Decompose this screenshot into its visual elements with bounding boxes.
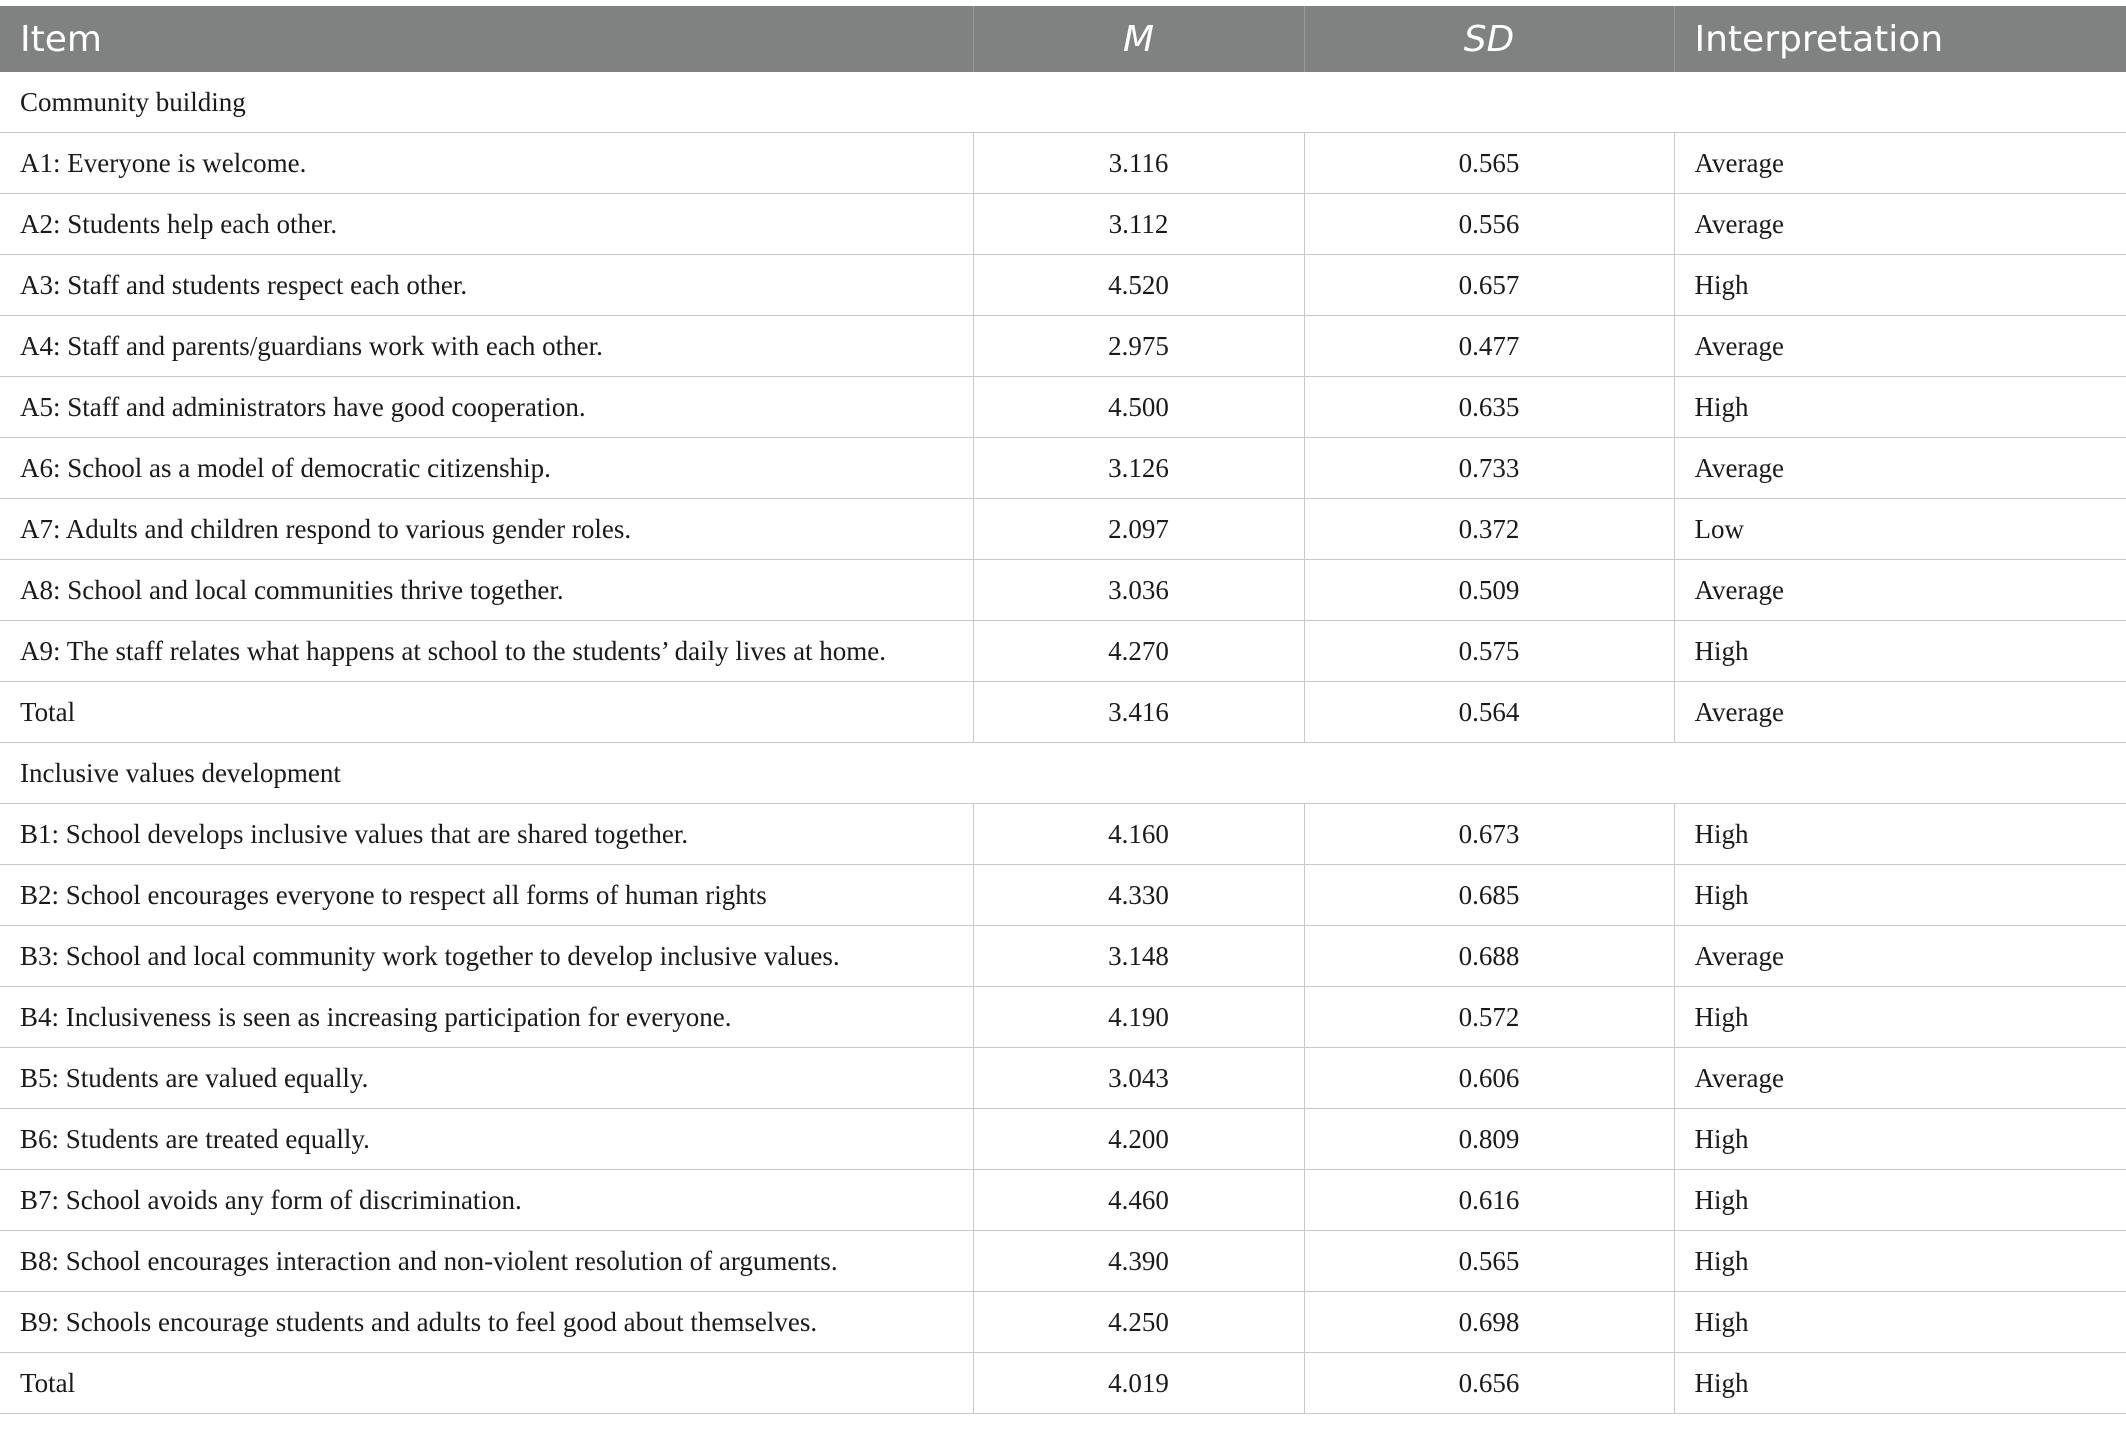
sd-cell: 0.698 — [1304, 1292, 1674, 1353]
header-interpretation: Interpretation — [1674, 6, 2126, 72]
mean-cell: 3.043 — [973, 1048, 1304, 1109]
table-row — [0, 560, 2126, 621]
item-cell: A3: Staff and students respect each other. — [0, 255, 973, 316]
table-row — [0, 1048, 2126, 1109]
item-cell: A4: Staff and parents/guardians work with each other. — [0, 316, 973, 377]
item-cell: A5: Staff and administrators have good cooperation. — [0, 377, 973, 438]
header-mean: M — [973, 6, 1304, 72]
interpretation-cell: High — [1674, 255, 2126, 316]
sd-cell: 0.509 — [1304, 560, 1674, 621]
interpretation-cell: Average — [1674, 682, 2126, 743]
sd-cell: 0.572 — [1304, 987, 1674, 1048]
sd-cell: 0.685 — [1304, 865, 1674, 926]
interpretation-cell: Average — [1674, 560, 2126, 621]
sd-cell: 0.564 — [1304, 682, 1674, 743]
item-cell: B1: School develops inclusive values that are shared together. — [0, 804, 973, 865]
mean-cell: 4.330 — [973, 865, 1304, 926]
item-cell: B8: School encourages interaction and non-violent resolution of arguments. — [0, 1231, 973, 1292]
interpretation-cell: High — [1674, 987, 2126, 1048]
mean-cell: 2.097 — [973, 499, 1304, 560]
sd-cell: 0.565 — [1304, 133, 1674, 194]
mean-cell: 2.975 — [973, 316, 1304, 377]
sd-cell: 0.575 — [1304, 621, 1674, 682]
table-body — [0, 72, 2126, 1414]
sd-cell: 0.565 — [1304, 1231, 1674, 1292]
sd-cell: 0.606 — [1304, 1048, 1674, 1109]
mean-cell: 4.460 — [973, 1170, 1304, 1231]
sd-cell: 0.688 — [1304, 926, 1674, 987]
table-row — [0, 1170, 2126, 1231]
table-header-row — [0, 6, 2126, 72]
interpretation-cell: Average — [1674, 438, 2126, 499]
item-cell: B6: Students are treated equally. — [0, 1109, 973, 1170]
mean-cell: 4.160 — [973, 804, 1304, 865]
mean-cell: 4.250 — [973, 1292, 1304, 1353]
header-item: Item — [0, 6, 973, 72]
mean-cell: 3.112 — [973, 194, 1304, 255]
interpretation-cell: High — [1674, 804, 2126, 865]
table-row — [0, 926, 2126, 987]
sd-cell: 0.556 — [1304, 194, 1674, 255]
mean-cell: 4.520 — [973, 255, 1304, 316]
table-row — [0, 1292, 2126, 1353]
item-cell: B3: School and local community work together to develop inclusive values. — [0, 926, 973, 987]
sd-cell: 0.809 — [1304, 1109, 1674, 1170]
interpretation-cell: High — [1674, 377, 2126, 438]
item-cell: B5: Students are valued equally. — [0, 1048, 973, 1109]
mean-cell: 4.390 — [973, 1231, 1304, 1292]
sd-cell: 0.477 — [1304, 316, 1674, 377]
interpretation-cell: High — [1674, 1109, 2126, 1170]
interpretation-cell: Average — [1674, 1048, 2126, 1109]
section-title: Inclusive values development — [0, 743, 2126, 804]
item-cell: B4: Inclusiveness is seen as increasing participation for everyone. — [0, 987, 973, 1048]
interpretation-cell: Average — [1674, 133, 2126, 194]
mean-cell: 3.416 — [973, 682, 1304, 743]
interpretation-cell: High — [1674, 1170, 2126, 1231]
table-row — [0, 804, 2126, 865]
mean-cell: 3.116 — [973, 133, 1304, 194]
interpretation-cell: Average — [1674, 316, 2126, 377]
results-table-container — [0, 6, 2126, 1414]
mean-cell: 3.148 — [973, 926, 1304, 987]
item-cell: A6: School as a model of democratic citizenship. — [0, 438, 973, 499]
section-header-row — [0, 743, 2126, 804]
table-row — [0, 865, 2126, 926]
interpretation-cell: Low — [1674, 499, 2126, 560]
item-cell: B9: Schools encourage students and adults to feel good about themselves. — [0, 1292, 973, 1353]
item-cell: A9: The staff relates what happens at school to the students’ daily lives at home. — [0, 621, 973, 682]
results-table — [0, 6, 2126, 1414]
interpretation-cell: High — [1674, 621, 2126, 682]
table-row — [0, 499, 2126, 560]
interpretation-cell: High — [1674, 1231, 2126, 1292]
sd-cell: 0.656 — [1304, 1353, 1674, 1414]
interpretation-cell: High — [1674, 1292, 2126, 1353]
sd-cell: 0.616 — [1304, 1170, 1674, 1231]
table-row — [0, 194, 2126, 255]
mean-cell: 4.200 — [973, 1109, 1304, 1170]
table-row — [0, 438, 2126, 499]
mean-cell: 4.190 — [973, 987, 1304, 1048]
item-cell: A8: School and local communities thrive together. — [0, 560, 973, 621]
item-cell: Total — [0, 682, 973, 743]
interpretation-cell: Average — [1674, 926, 2126, 987]
header-sd: SD — [1304, 6, 1674, 72]
table-row — [0, 1231, 2126, 1292]
sd-cell: 0.657 — [1304, 255, 1674, 316]
total-row — [0, 682, 2126, 743]
sd-cell: 0.673 — [1304, 804, 1674, 865]
table-row — [0, 621, 2126, 682]
interpretation-cell: High — [1674, 1353, 2126, 1414]
mean-cell: 4.019 — [973, 1353, 1304, 1414]
section-header-row — [0, 72, 2126, 133]
item-cell: A2: Students help each other. — [0, 194, 973, 255]
table-row — [0, 133, 2126, 194]
section-title: Community building — [0, 72, 2126, 133]
item-cell: B7: School avoids any form of discrimination. — [0, 1170, 973, 1231]
total-row — [0, 1353, 2126, 1414]
mean-cell: 3.126 — [973, 438, 1304, 499]
sd-cell: 0.733 — [1304, 438, 1674, 499]
mean-cell: 4.270 — [973, 621, 1304, 682]
sd-cell: 0.372 — [1304, 499, 1674, 560]
interpretation-cell: Average — [1674, 194, 2126, 255]
interpretation-cell: High — [1674, 865, 2126, 926]
table-row — [0, 377, 2126, 438]
mean-cell: 4.500 — [973, 377, 1304, 438]
item-cell: Total — [0, 1353, 973, 1414]
item-cell: A7: Adults and children respond to various gender roles. — [0, 499, 973, 560]
mean-cell: 3.036 — [973, 560, 1304, 621]
table-row — [0, 1109, 2126, 1170]
table-row — [0, 987, 2126, 1048]
sd-cell: 0.635 — [1304, 377, 1674, 438]
table-row — [0, 255, 2126, 316]
item-cell: B2: School encourages everyone to respect all forms of human rights — [0, 865, 973, 926]
item-cell: A1: Everyone is welcome. — [0, 133, 973, 194]
table-row — [0, 316, 2126, 377]
